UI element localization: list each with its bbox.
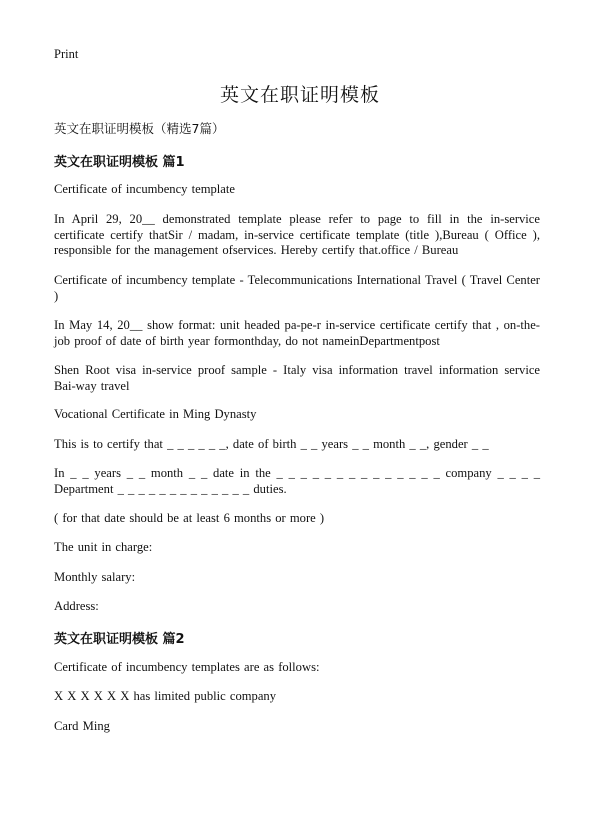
print-label: Print <box>54 47 79 61</box>
paragraph: In April 29, 20__ demonstrated template please refer to page to fill in the in-service certificate certify thatSir / madam, in-service certificate template (title ),Bureau ( Office ), responsible for the management ofservices. Hereby certify that.office / Bureau <box>54 212 540 257</box>
paragraph: Vocational Certificate in Ming Dynasty <box>54 407 257 421</box>
paragraph: In _ _ years _ _ month _ _ date in the _ _ _ _ _ _ _ _ _ _ _ _ _ _ company _ _ _ _ Department _ _ _ _ _ _ _ _ _ _ _ _ _ duties. <box>54 466 540 496</box>
paragraph: Monthly salary: <box>54 570 136 584</box>
document-subtitle: 英文在职证明模板（精选7篇） <box>54 121 225 136</box>
paragraph: ( for that date should be at least 6 months or more ) <box>54 511 325 525</box>
document-title: 英文在职证明模板 <box>219 84 380 106</box>
paragraph: Card Ming <box>54 719 110 733</box>
paragraph: The unit in charge: <box>54 540 153 554</box>
paragraph: Certificate of incumbency template <box>54 182 235 196</box>
paragraph: X X X X X X has limited public company <box>54 689 277 703</box>
section-1-heading: 英文在职证明模板 篇1 <box>54 155 185 170</box>
paragraph: Certificate of incumbency template - Telecommunications International Travel ( Travel Center ) <box>54 273 540 303</box>
paragraph: In May 14, 20__ show format: unit headed pa-pe-r in-service certificate certify that , on-the-job proof of date of birth year formonthday, do not nameinDepartmentpost <box>54 318 540 348</box>
paragraph: Certificate of incumbency templates are as follows: <box>54 660 320 674</box>
paragraph: This is to certify that _ _ _ _ _ _, date of birth _ _ years _ _ month _ _, gender _ _ <box>54 437 489 451</box>
section-2-heading: 英文在职证明模板 篇2 <box>54 632 185 647</box>
paragraph: Shen Root visa in-service proof sample - Italy visa information travel information service Bai-way travel <box>54 363 540 393</box>
paragraph: Address: <box>54 599 99 613</box>
